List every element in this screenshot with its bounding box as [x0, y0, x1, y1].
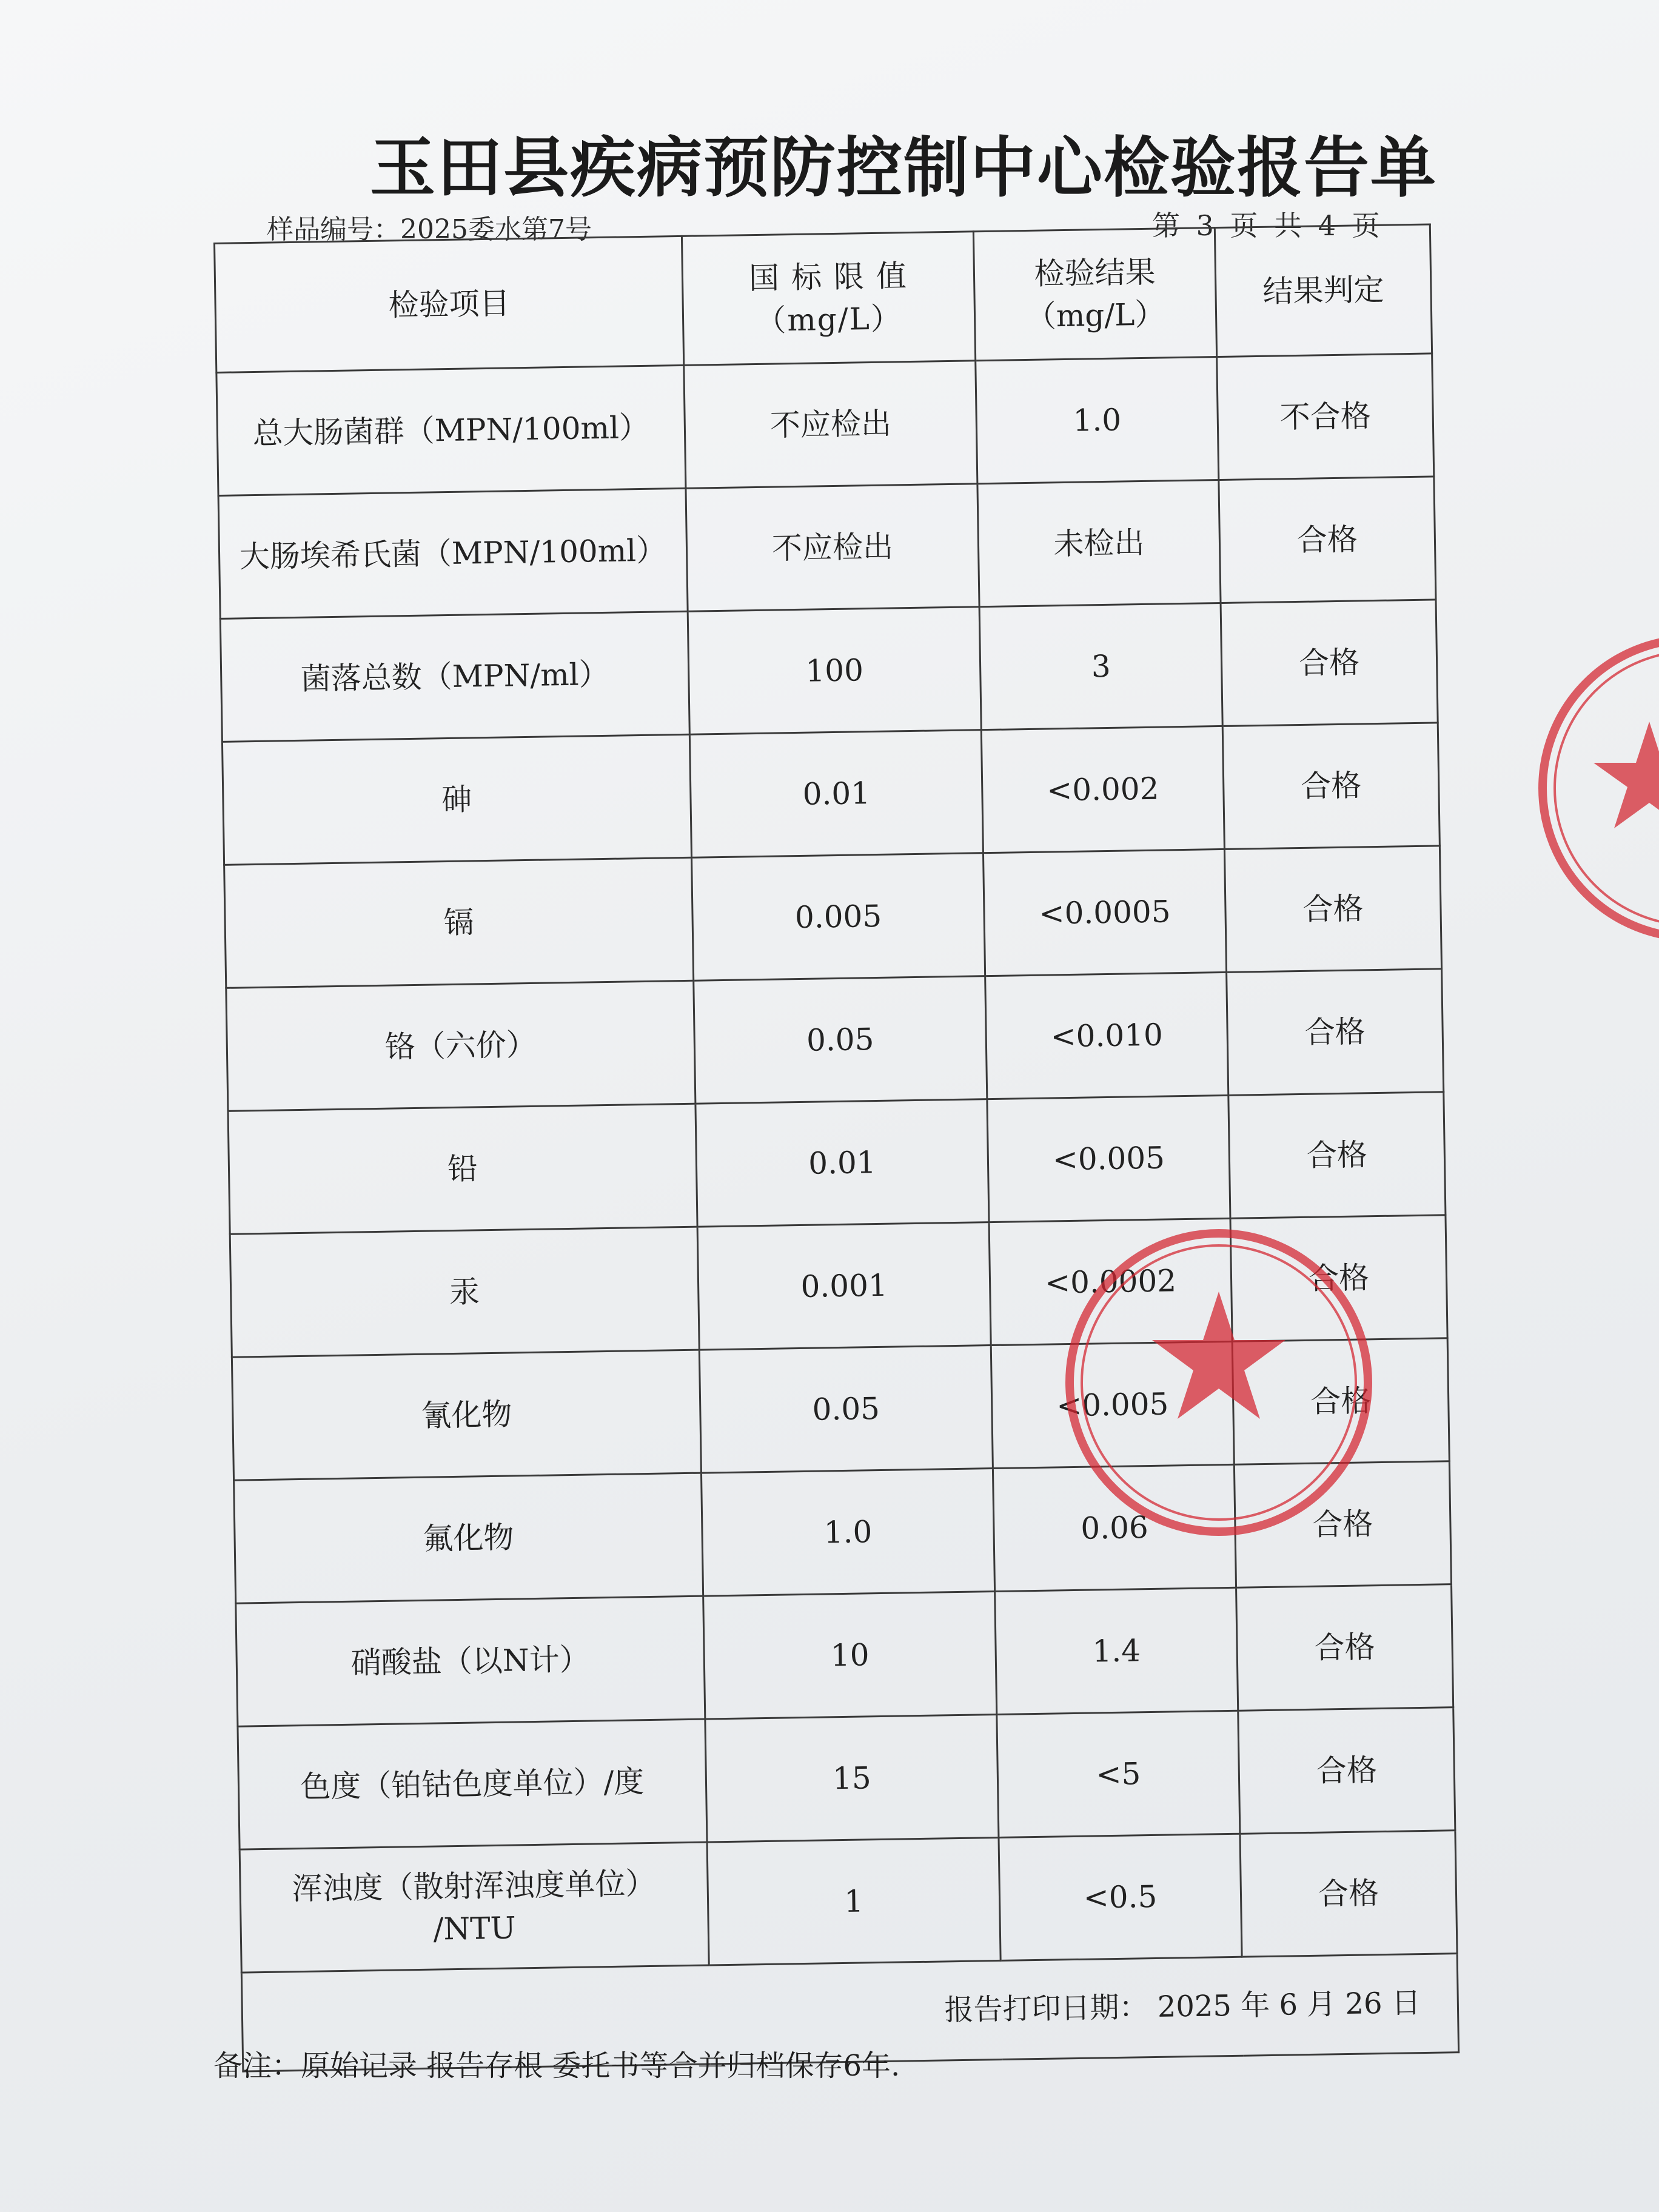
cell-result: 未检出	[977, 480, 1221, 607]
cell-verdict: 合格	[1221, 600, 1438, 726]
cell-result: 1.0	[976, 357, 1219, 484]
document-title: 玉田县疾病预防控制中心检验报告单	[369, 130, 1437, 206]
official-seal-stamp	[1528, 631, 1659, 946]
cell-result: <0.005	[991, 1341, 1234, 1468]
cell-item: 菌落总数（MPN/ml）	[220, 611, 689, 742]
cell-item: 砷	[222, 734, 691, 865]
cell-item: 大肠埃希氏菌（MPN/100ml）	[218, 488, 688, 618]
cell-result: <0.0002	[989, 1218, 1232, 1345]
cell-limit: 1.0	[701, 1469, 994, 1597]
cell-item: 氟化物	[234, 1473, 703, 1603]
table-row	[238, 1708, 1455, 1849]
table-header-row	[215, 224, 1432, 372]
cell-limit: 不应检出	[686, 484, 979, 612]
cell-verdict: 不合格	[1217, 354, 1434, 480]
cell-item: 硝酸盐（以N计）	[236, 1596, 705, 1726]
cell-limit: 0.001	[697, 1222, 991, 1350]
cell-verdict: 合格	[1230, 1215, 1447, 1342]
inspection-seal-stamp	[1055, 1219, 1382, 1546]
cell-result: 3	[979, 603, 1222, 729]
sample-number: 样品编号：2025委水第7号	[267, 214, 592, 245]
cell-limit: 0.005	[691, 853, 985, 981]
table-row	[218, 477, 1436, 618]
cell-limit: 0.05	[699, 1346, 993, 1473]
cell-verdict: 合格	[1219, 477, 1436, 603]
table-row	[220, 600, 1438, 742]
cell-item: 总大肠菌群（MPN/100ml）	[216, 365, 686, 495]
cell-result: <0.0005	[984, 849, 1227, 976]
cell-result: <0.005	[987, 1095, 1230, 1222]
print-date: 报告打印日期： 2025 年 6 月 26 日	[241, 1954, 1458, 2071]
table-row	[222, 723, 1439, 865]
cell-limit: 15	[705, 1715, 999, 1843]
header-item: 检验项目	[215, 236, 684, 372]
cell-limit: 0.05	[694, 976, 987, 1104]
cell-verdict: 合格	[1240, 1831, 1457, 1957]
cell-result: <0.5	[999, 1834, 1242, 1960]
cell-limit: 0.01	[689, 730, 983, 858]
cell-verdict: 合格	[1238, 1708, 1455, 1834]
cell-verdict: 合格	[1227, 969, 1444, 1096]
cell-verdict: 合格	[1228, 1092, 1446, 1219]
cell-verdict: 合格	[1234, 1461, 1451, 1588]
cell-limit: 100	[688, 607, 981, 735]
cell-item: 铬（六价）	[226, 980, 695, 1111]
header-verdict: 结果判定	[1215, 224, 1432, 357]
cell-verdict: 合格	[1232, 1338, 1449, 1465]
cell-result: 1.4	[995, 1587, 1238, 1714]
table-row	[224, 846, 1442, 988]
cell-verdict: 合格	[1236, 1584, 1453, 1711]
cell-limit: 0.01	[695, 1099, 989, 1227]
inspection-table	[213, 223, 1460, 2072]
table-row	[240, 1831, 1457, 1972]
cell-verdict: 合格	[1224, 846, 1441, 973]
cell-item: 镉	[224, 857, 694, 988]
remark-note: 备注：原始记录 报告存根 委托书等合并归档保存6年.	[213, 2049, 900, 2083]
table-row	[236, 1584, 1453, 1726]
cell-limit: 不应检出	[684, 361, 977, 489]
table-row	[228, 1092, 1446, 1234]
page-info: 第 3 页 共 4 页	[1152, 209, 1380, 242]
table-row	[226, 969, 1444, 1111]
cell-item: 色度（铂钴色度单位）/度	[238, 1719, 707, 1849]
cell-result: <5	[997, 1711, 1240, 1837]
cell-item: 浑浊度（散射浑浊度单位） /NTU	[240, 1842, 709, 1972]
cell-limit: 10	[703, 1592, 996, 1720]
cell-limit: 1	[707, 1837, 1000, 1965]
table-row	[216, 354, 1434, 495]
cell-result: 0.06	[993, 1464, 1236, 1591]
cell-item: 铅	[228, 1104, 697, 1234]
cell-item: 氰化物	[232, 1350, 701, 1480]
cell-item: 汞	[230, 1227, 699, 1357]
header-limit: 国 标 限 值 （mg/L）	[682, 232, 976, 366]
cell-result: <0.010	[985, 972, 1228, 1099]
header-result: 检验结果 （mg/L）	[973, 228, 1216, 361]
cell-result: <0.002	[981, 726, 1224, 853]
cell-verdict: 合格	[1222, 723, 1439, 850]
